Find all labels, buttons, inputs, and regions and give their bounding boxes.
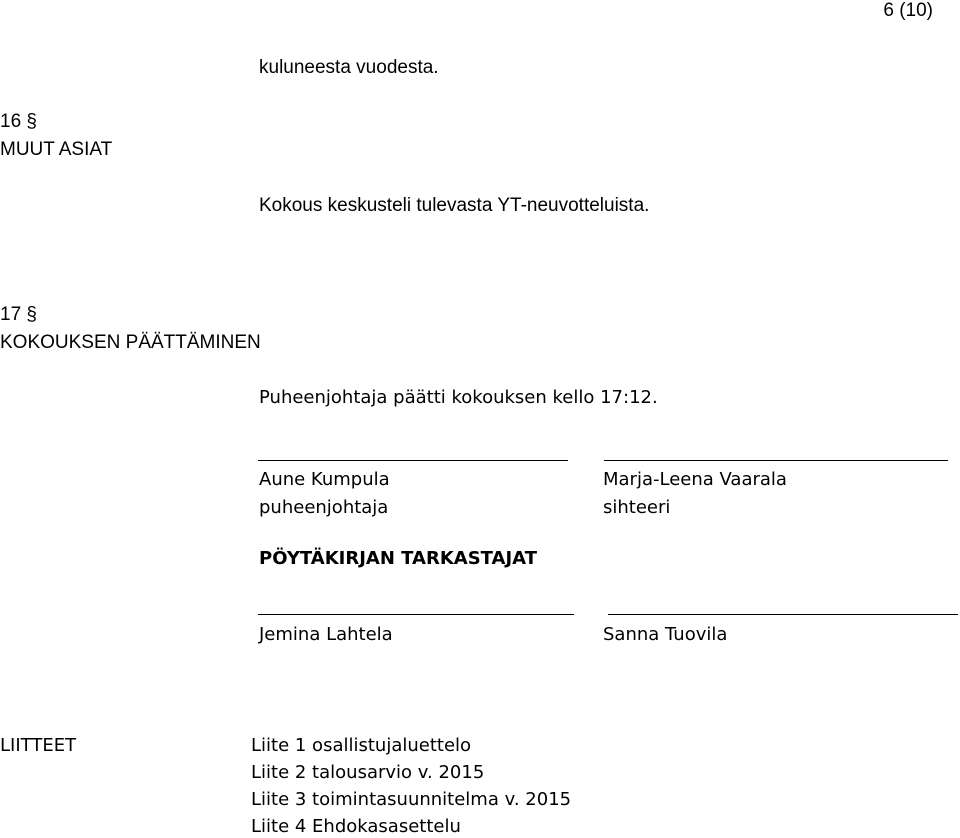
continued-text: kuluneesta vuodesta. bbox=[259, 57, 439, 78]
secretary-role: sihteeri bbox=[603, 497, 671, 518]
page-number: 6 (10) bbox=[883, 0, 933, 21]
section-16-body: Kokous keskusteli tulevasta YT-neuvotteluista. bbox=[259, 195, 650, 216]
reviewer2-name: Sanna Tuovila bbox=[603, 624, 728, 645]
reviewer1-signature-line bbox=[258, 614, 574, 615]
attachments-label: LIITTEET bbox=[0, 735, 77, 756]
reviewer2-signature-line bbox=[608, 614, 958, 615]
attachment-item: Liite 3 toimintasuunnitelma v. 2015 bbox=[251, 789, 572, 810]
secretary-signature-line bbox=[604, 460, 948, 461]
section-17-body: Puheenjohtaja päätti kokouksen kello 17:12. bbox=[259, 387, 658, 408]
reviewer1-name: Jemina Lahtela bbox=[259, 624, 393, 645]
attachment-item: Liite 4 Ehdokasasettelu bbox=[251, 816, 461, 837]
secretary-name: Marja-Leena Vaarala bbox=[603, 469, 787, 490]
chair-signature-line bbox=[258, 460, 568, 461]
section-16-title: MUUT ASIAT bbox=[0, 139, 113, 160]
attachment-item: Liite 1 osallistujaluettelo bbox=[251, 735, 472, 756]
chair-name: Aune Kumpula bbox=[259, 469, 390, 490]
chair-role: puheenjohtaja bbox=[259, 497, 389, 518]
section-17-number: 17 § bbox=[0, 304, 37, 325]
reviewers-heading: PÖYTÄKIRJAN TARKASTAJAT bbox=[259, 548, 537, 569]
section-16-number: 16 § bbox=[0, 111, 37, 132]
section-17-title: KOKOUKSEN PÄÄTTÄMINEN bbox=[0, 332, 261, 353]
attachment-item: Liite 2 talousarvio v. 2015 bbox=[251, 762, 485, 783]
